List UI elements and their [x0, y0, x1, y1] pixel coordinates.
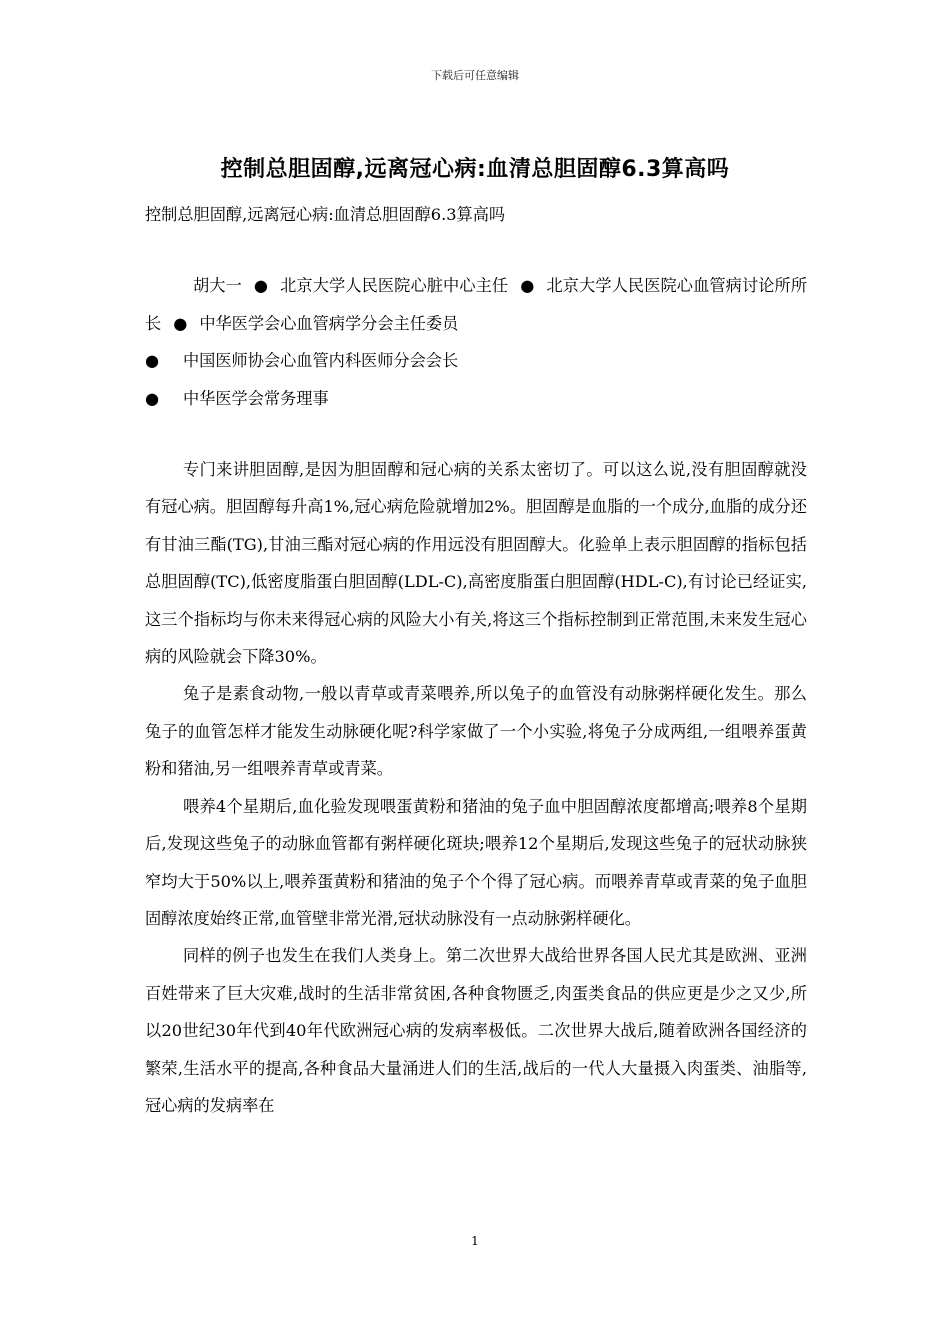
body-paragraph-2: 兔子是素食动物,一般以青草或青菜喂养,所以兔子的血管没有动脉粥样硬化发生。那么兔子的血管怎样才能发生动脉硬化呢?科学家做了一个小实验,将兔子分成两组,一组喂养蛋黄粉和猪油,另一组喂养青草或青菜。 — [145, 684, 807, 779]
body-paragraph-3: 喂养4个星期后,血化验发现喂蛋黄粉和猪油的兔子血中胆固醇浓度都增高;喂养8个星期后,发现这些兔子的动脉血管都有粥样硬化斑块;喂养12个星期后,发现这些兔子的冠状动脉狭窄均大于50%以上,喂养蛋黄粉和猪油的兔子个个得了冠心病。而喂养青草或青菜的兔子血胆固醇浓度始终正常,血管壁非常光滑,冠状动脉没有一点动脉粥样硬化。 — [145, 796, 807, 928]
bullet-icon: ● — [145, 351, 160, 371]
bullet-icon: ● — [173, 313, 188, 333]
author-role-2: 北京大学人民医院心血管病讨论所所长 — [145, 276, 808, 333]
bullet-icon: ● — [253, 276, 269, 296]
author-line — [145, 267, 807, 342]
author-role-3: 中华医学会心血管病学分会主任委员 — [199, 313, 459, 333]
author-role-item — [145, 342, 807, 379]
page-number: 1 — [471, 1234, 479, 1248]
document-title: 控制总胆固醇,远离冠心病:血清总胆固醇6.3算高吗 — [220, 157, 730, 182]
author-role-4: 中国医师协会心血管内科医师分会会长 — [183, 351, 459, 371]
document-body — [145, 196, 807, 1124]
spacer — [145, 233, 807, 267]
body-paragraph-1: 专门来讲胆固醇,是因为胆固醇和冠心病的关系太密切了。可以这么说,没有胆固醇就没有冠心病。胆固醇每升高1%,冠心病危险就增加2%。胆固醇是血脂的一个成分,血脂的成分还有甘油三酯(TG),甘油三酯对冠心病的作用远没有胆固醇大。化验单上表示胆固醇的指标包括总胆固醇(TC),低密度脂蛋白胆固醇(LDL-C),高密度脂蛋白胆固醇(HDL-C),有讨论已经证实,这三个指标均与你未来得冠心病的风险大小有关,将这三个指标控制到正常范围,未来发生冠心病的风险就会下降30%。 — [145, 460, 807, 667]
author-role-5: 中华医学会常务理事 — [183, 388, 329, 408]
header-note: 下载后可任意编辑 — [431, 69, 519, 82]
body-paragraph-4: 同样的例子也发生在我们人类身上。第二次世界大战给世界各国人民尤其是欧洲、亚洲百姓带来了巨大灾难,战时的生活非常贫困,各种食物匮乏,肉蛋类食品的供应更是少之又少,所以20世纪30年代到40年代欧洲冠心病的发病率极低。二次世界大战后,随着欧洲各国经济的繁荣,生活水平的提高,各种食品大量涌进人们的生活,战后的一代人大量摄入肉蛋类、油脂等,冠心病的发病率在 — [145, 946, 807, 1115]
author-name: 胡大一 — [193, 276, 242, 296]
author-role-item — [145, 380, 807, 417]
bullet-icon: ● — [145, 388, 160, 408]
bullet-icon: ● — [520, 276, 535, 296]
document-subtitle: 控制总胆固醇,远离冠心病:血清总胆固醇6.3算高吗 — [145, 205, 506, 224]
spacer — [145, 417, 807, 451]
author-role-1: 北京大学人民医院心脏中心主任 — [280, 276, 509, 296]
